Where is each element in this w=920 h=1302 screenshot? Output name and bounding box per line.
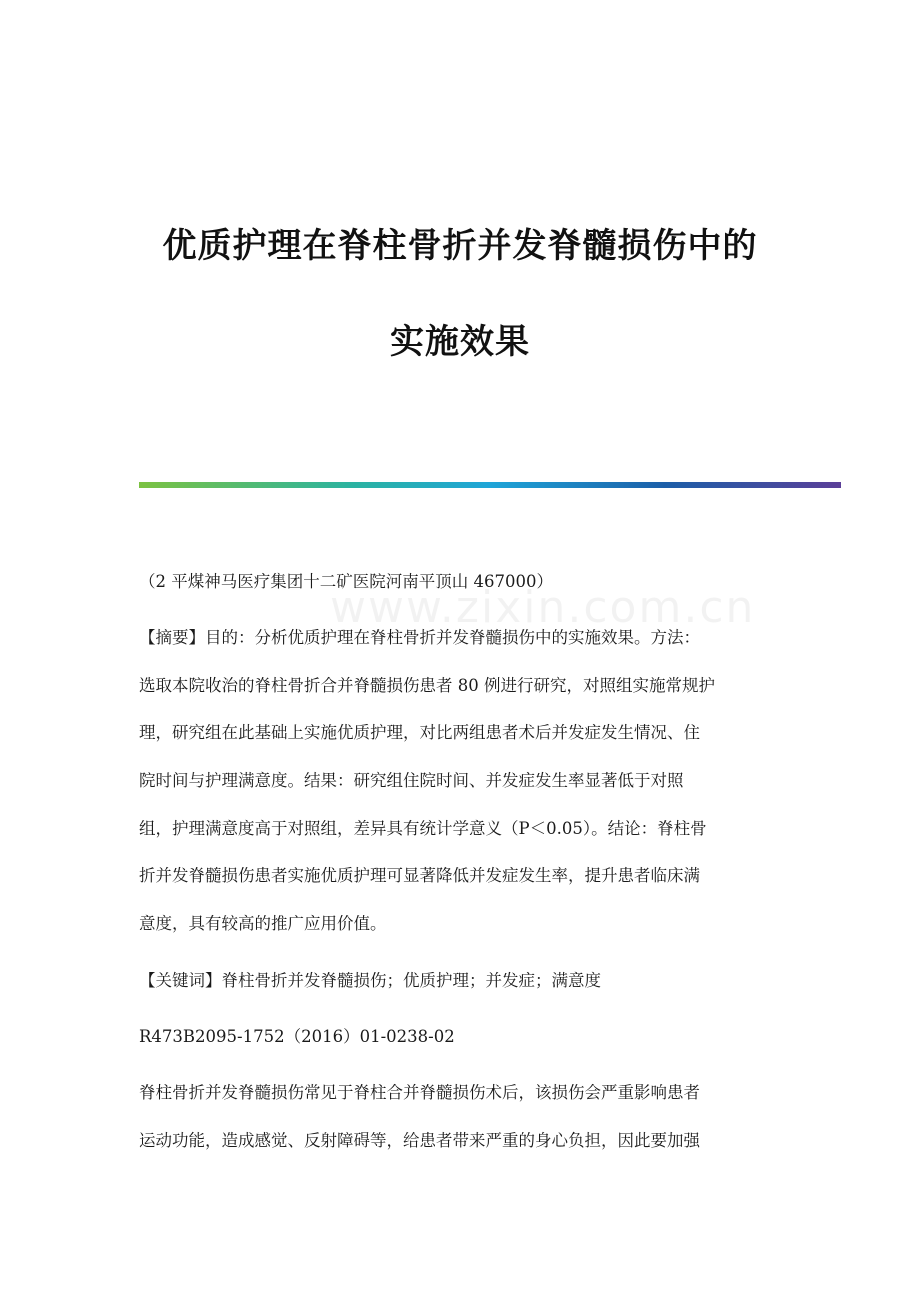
watermark: www.zixin.com.cn — [330, 582, 756, 633]
abstract-line: 折并发脊髓损伤患者实施优质护理可显著降低并发症发生率，提升患者临床满 — [139, 866, 700, 885]
body-text-line: 运动功能，造成感觉、反射障碍等，给患者带来严重的身心负担，因此要加强 — [139, 1131, 700, 1150]
abstract-line: 组，护理满意度高于对照组，差异具有统计学意义（P＜0.05）。结论：脊柱骨 — [139, 819, 707, 838]
abstract-line: 意度，具有较高的推广应用价值。 — [139, 914, 387, 933]
abstract-line: 选取本院收治的脊柱骨折合并脊髓损伤患者 80 例进行研究，对照组实施常规护 — [139, 676, 715, 695]
document-title-line-2: 实施效果 — [390, 322, 530, 362]
abstract-line: 院时间与护理满意度。结果：研究组住院时间、并发症发生率显著低于对照 — [139, 771, 684, 790]
title-divider-gradient-rule — [139, 482, 841, 488]
document-title-line-1: 优质护理在脊柱骨折并发脊髓损伤中的 — [162, 226, 758, 266]
classification-code: R473B2095-1752（2016）01-0238-02 — [139, 1027, 455, 1046]
abstract-line: 理，研究组在此基础上实施优质护理，对比两组患者术后并发症发生情况、住 — [139, 723, 700, 742]
affiliation-line: （2 平煤神马医疗集团十二矿医院河南平顶山 467000） — [139, 572, 553, 591]
abstract-line: 【摘要】目的：分析优质护理在脊柱骨折并发脊髓损伤中的实施效果。方法： — [139, 628, 700, 647]
keywords-line: 【关键词】脊柱骨折并发脊髓损伤；优质护理；并发症；满意度 — [139, 971, 601, 990]
body-text-line: 脊柱骨折并发脊髓损伤常见于脊柱合并脊髓损伤术后，该损伤会严重影响患者 — [139, 1083, 700, 1102]
